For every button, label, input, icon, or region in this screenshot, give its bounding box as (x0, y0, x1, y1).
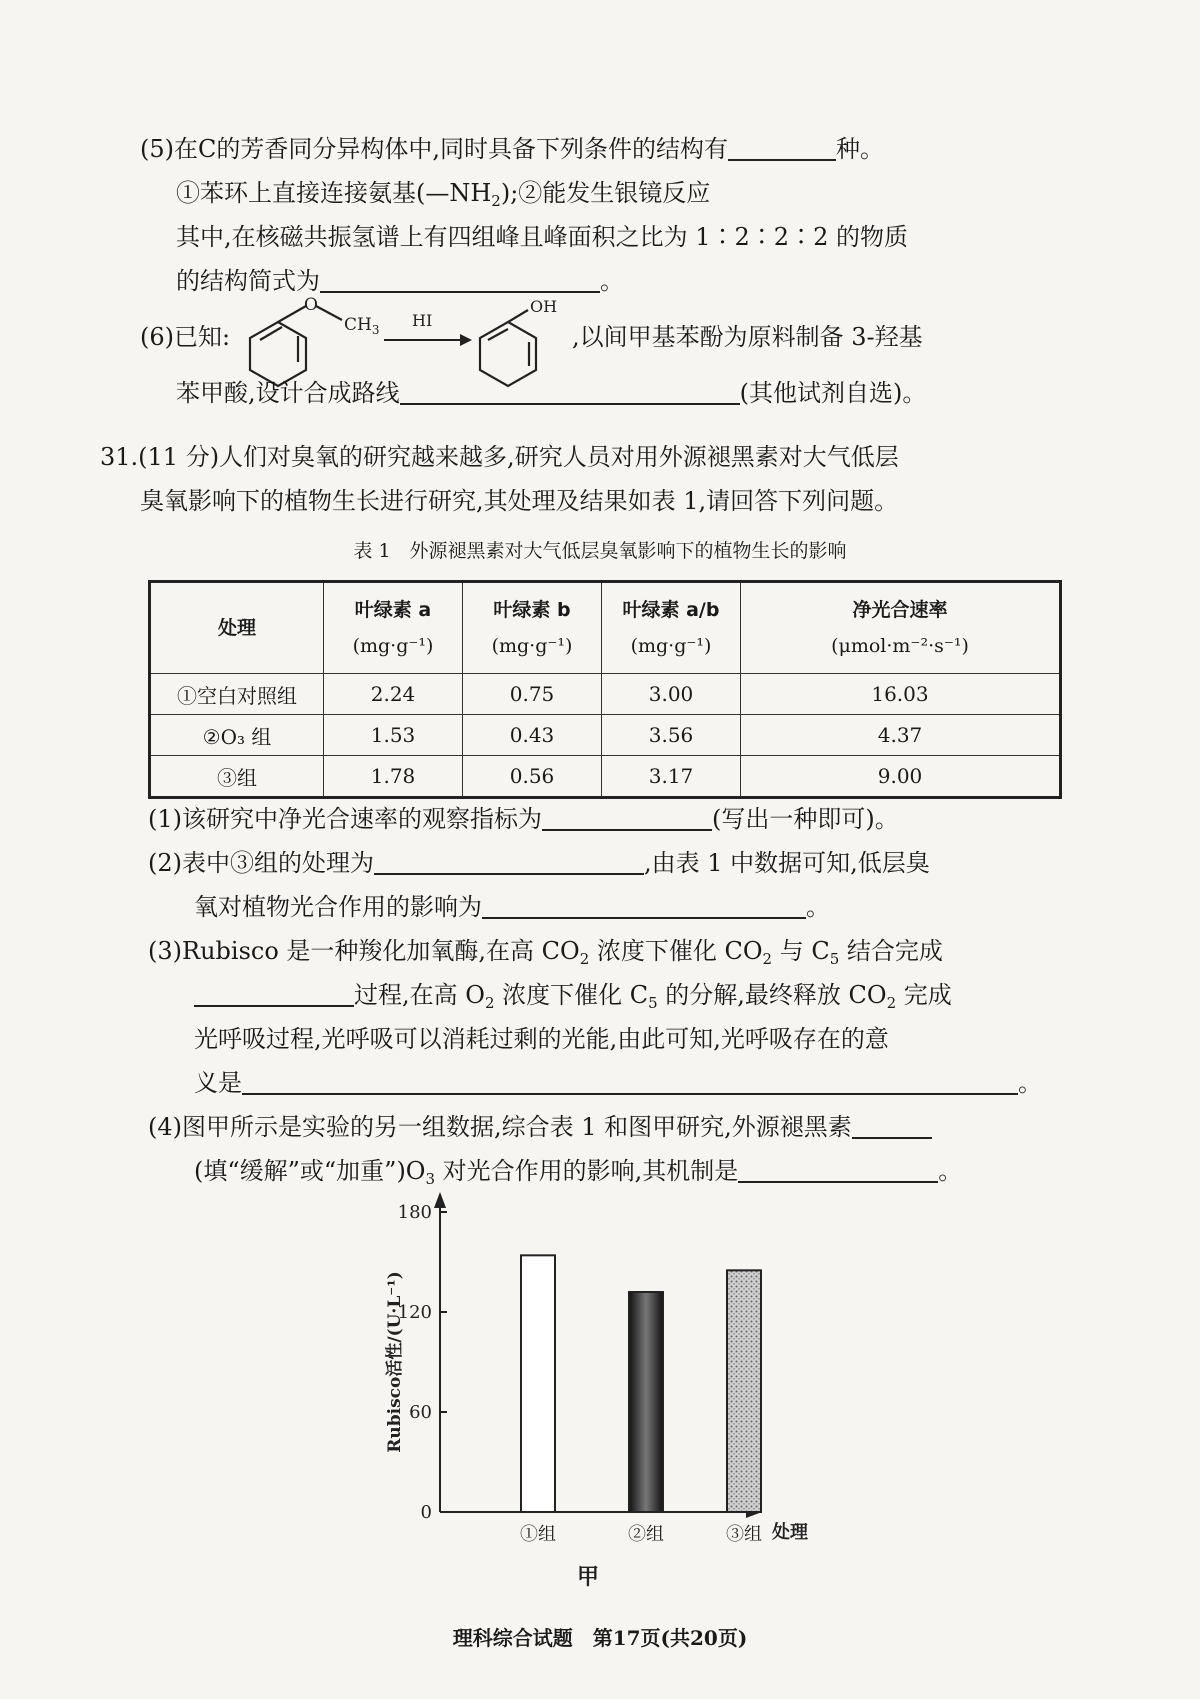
y-axis-label: Rubisco活性/(U·L⁻¹) (385, 1271, 405, 1453)
table-header-row (150, 582, 1061, 674)
table-caption: 表 1 外源褪黑素对大气低层臭氧影响下的植物生长的影响 (353, 540, 847, 562)
q5-line1: (5)在C的芳香同分异构体中,同时具备下列条件的结构有 种。 (140, 135, 884, 163)
x-tick-label: ①组 (520, 1524, 556, 1545)
table-cell: 16.03 (741, 674, 1061, 715)
table-cell: 2.24 (324, 674, 463, 715)
table-cell: 4.37 (741, 715, 1061, 756)
y-tick-label: 180 (397, 1202, 432, 1223)
table-cell: 0.75 (463, 674, 602, 715)
table-row (150, 756, 1061, 798)
q31-part3-line2: 过程,在高 $O_2$ 浓度下催化 $C_5$ 的分解,最终释放 $CO_2$ 完成 (194, 974, 952, 1024)
table-header-cell: 叶绿素 a (mg·g⁻¹) (324, 582, 463, 674)
table-cell: 3.17 (602, 756, 741, 798)
bar-3 (727, 1270, 761, 1512)
q31-part1: (1)该研究中净光合速率的观察指标为 (写出一种即可)。 (148, 805, 899, 833)
table-cell: 3.56 (602, 715, 741, 756)
q31-part4: (4)图甲所示是实验的另一组数据,综合表 1 和图甲研究,外源褪黑素 (148, 1106, 932, 1148)
table-cell: 9.00 (741, 756, 1061, 798)
table-cell: 0.43 (463, 715, 602, 756)
q31-line1: 31.(11 分)人们对臭氧的研究越来越多,研究人员对用外源褪黑素对大气低层 (100, 443, 899, 471)
x-tick-label: ③组 (726, 1524, 762, 1545)
q31-part3-line3: 光呼吸过程,光呼吸可以消耗过剩的光能,由此可知,光呼吸存在的意 (194, 1025, 889, 1053)
table-row (150, 674, 1061, 715)
oxygen-label: O (304, 296, 318, 315)
q6-text: ,以间甲基苯酚为原料制备 3-羟基 (572, 323, 923, 351)
table-cell: ③组 (150, 756, 324, 798)
table-cell: 1.53 (324, 715, 463, 756)
q31-part2-cont: 氧对植物光合作用的影响为 。 (194, 893, 830, 921)
table-row (150, 715, 1061, 756)
bar-2 (629, 1292, 663, 1512)
q5-line4: 的结构简式为 。 (176, 267, 624, 295)
q6-label: (6)已知: (140, 323, 231, 351)
y-tick-label: 60 (409, 1402, 432, 1423)
chart-caption: 甲 (576, 1564, 600, 1590)
answer-blank-q6-route[interactable] (400, 377, 740, 405)
table-cell: 3.00 (602, 674, 741, 715)
q5-conditions: ①苯环上直接连接氨基$(—NH_2);②$能发生银镜反应 (176, 179, 711, 210)
bar-1 (521, 1255, 555, 1512)
reagent-label: HI (412, 311, 433, 330)
q31-part3-line4: 义是 。 (194, 1069, 1042, 1097)
answer-blank-q5-count[interactable] (728, 133, 836, 161)
y-tick-label: 0 (420, 1502, 432, 1523)
q31-part3: (3)Rubisco 是一种羧化加氧酶,在高 $CO_2$ 浓度下催化 $CO_2$ 与 $C_5$ 结合完成 (148, 937, 943, 968)
table-cell: 1.78 (324, 756, 463, 798)
x-axis (440, 1506, 762, 1518)
hydroxyl-label: OH (530, 297, 558, 316)
table-header-cell: 处理 (150, 582, 324, 674)
data-table (148, 580, 1062, 799)
answer-blank-p3-process[interactable] (194, 979, 354, 1007)
table-cell: 0.56 (463, 756, 602, 798)
table-cell: ②O₃ 组 (150, 715, 324, 756)
answer-blank-q5-structure[interactable] (320, 265, 600, 293)
x-tick-label: ②组 (628, 1524, 664, 1545)
answer-blank-p4-mechanism[interactable] (738, 1155, 938, 1183)
page-footer: 理科综合试题 第17页(共20页) (452, 1626, 748, 1650)
rubisco-activity-chart (360, 1190, 860, 1590)
reaction-arrow (384, 334, 472, 346)
q6-line2: 苯甲酸,设计合成路线 (其他试剂自选)。 (176, 379, 927, 407)
q31-line2: 臭氧影响下的植物生长进行研究,其处理及结果如表 1,请回答下列问题。 (140, 487, 899, 515)
answer-blank-p4-choice[interactable] (852, 1111, 932, 1139)
answer-blank-p2-treatment[interactable] (374, 847, 644, 875)
x-axis-label: 处理 (772, 1522, 808, 1543)
answer-blank-p2-effect[interactable] (482, 891, 806, 919)
table-header-cell: 叶绿素 a/b (mg·g⁻¹) (602, 582, 741, 674)
y-axis (434, 1192, 446, 1512)
table-cell: ①空白对照组 (150, 674, 324, 715)
answer-blank-p3-meaning[interactable] (242, 1067, 1018, 1095)
y-tick-label: 120 (397, 1302, 432, 1323)
answer-blank-p1[interactable] (542, 803, 712, 831)
table-header-cell: 叶绿素 b (mg·g⁻¹) (463, 582, 602, 674)
table-header-cell: 净光合速率 (μmol·m⁻²·s⁻¹) (741, 582, 1061, 674)
q5-line3: 其中,在核磁共振氢谱上有四组峰且峰面积之比为 1∶2∶2∶2 的物质 (176, 223, 908, 251)
q31-part2: (2)表中③组的处理为 ,由表 1 中数据可知,低层臭 (148, 849, 930, 877)
methyl-label: $CH_3$ (344, 315, 380, 337)
q31-part4-line2: (填“缓解”或“加重$”)O_3$ 对光合作用的影响,其机制是 。 (194, 1157, 963, 1188)
